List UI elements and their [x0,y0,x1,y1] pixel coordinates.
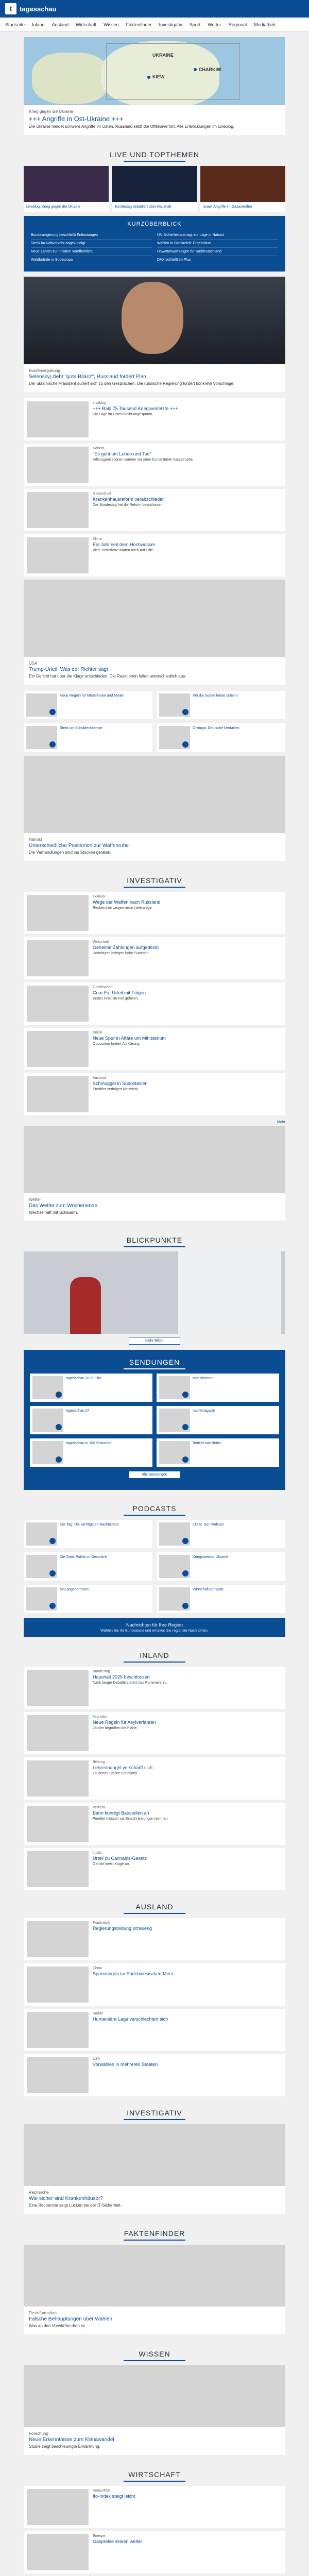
list-topline: Verkehr [93,1806,106,1810]
list-text: Nach langer Debatte stimmt das Parlament zu. [93,1681,168,1685]
play-icon[interactable] [182,741,188,748]
article-text: Der Bundestag hat die Reform beschlossen. [93,503,164,507]
list-thumbnail [27,986,89,1022]
nav-item[interactable]: Wirtschaft [76,22,97,27]
list-title[interactable]: Regierungsbildung schwierig [93,1926,152,1931]
region-banner[interactable] [24,1618,285,1637]
play-icon[interactable] [182,1424,188,1430]
list-topline: Politik [93,1030,102,1035]
nav-item[interactable]: Faktenfinder [126,22,152,27]
list-title[interactable]: Bahn kündigt Baustellen an [93,1810,149,1816]
list-item[interactable] [24,1848,285,1890]
article-thumbnail [27,401,89,437]
article-text: Hilfsorganisationen warnen vor einer humanitären Katastrophe. [93,458,194,462]
map-label: UKRAINE [152,53,174,58]
list-item[interactable] [24,1803,285,1845]
map-label: KIEW [152,74,165,79]
invest-more-link[interactable]: Mehr [277,1120,285,1124]
list-topline: Bildung [93,1760,105,1765]
lead-topline: Krieg gegen die Ukraine [29,109,73,114]
list-thumbnail [27,1921,89,1957]
kurzueberblick-box [24,216,285,272]
list-title[interactable]: Urteil zu Cannabis-Gesetz [93,1856,147,1861]
list-title[interactable]: Wege der Waffen nach Russland [93,899,161,905]
article-text: Viele Betroffene warten noch auf Hilfe. [93,549,154,553]
media-title[interactable]: Olympia: Deutsche Medaillen [193,726,240,730]
media-card[interactable] [157,1374,279,1402]
list-thumbnail [27,1031,89,1067]
media-card[interactable] [24,1552,152,1581]
live-card[interactable]: Liveblog: Krieg gegen die Ukraine [24,166,109,212]
kurz-item[interactable]: Streik im Nahverkehr angekündigt [31,240,152,248]
list-thumbnail [27,1670,89,1706]
list-topline: exklusiv [93,894,106,899]
list-text: Ermittler verfolgen Netzwerk. [93,1087,139,1091]
list-title[interactable]: Schmuggel in Südostasien [93,1080,148,1086]
play-icon[interactable] [182,1603,188,1609]
fakten-teaser[interactable]: Desinformation Falsche Behauptungen über Wahlen Was an den Vorwürfen dran ist. [24,2245,285,2334]
list-item[interactable] [24,1667,285,1709]
list-title[interactable]: Ifo-Index steigt leicht [93,2493,135,2499]
list-item[interactable] [24,1073,285,1115]
media-card[interactable] [24,691,152,719]
hero-topline: USA [29,661,38,666]
invest2-heading: INVESTIGATIV [24,2099,285,2124]
hero2-title[interactable]: Unterschiedliche Positionen zur Waffenruhe [29,842,129,849]
kurz-item[interactable]: Bundesregierung beschließt Entlastungen [31,231,152,240]
list-title[interactable]: Neue Regeln für Asylverfahren [93,1720,156,1725]
list-title[interactable]: Cum-Ex: Urteil mit Folgen [93,990,146,995]
wissen-heading: WISSEN [24,2341,285,2365]
podcast-heading: PODCASTS [24,1495,285,1520]
hero-text: Ein Gericht hat über die Klage entschieden. Die Reaktionen fallen unterschiedlich aus. [29,674,186,679]
kurz-item[interactable]: UN-Sicherheitsrat tagt zur Lage in Nahost [157,231,278,240]
article-topline: Liveblog [93,401,107,405]
play-icon[interactable] [182,1570,188,1577]
list-topline: Frankreich [93,1921,110,1925]
media-card[interactable] [157,1520,285,1548]
invest-heading: INVESTIGATIV [24,867,285,892]
wirtschaft-heading: WIRTSCHAFT [24,2461,285,2486]
feature-title[interactable]: Selenskyj zieht "gute Bilanz", Russland fordert Plan [29,374,146,380]
list-title[interactable]: Vorwahlen in mehreren Staaten [93,2062,158,2067]
list-title[interactable]: Lehrermangel verschärft sich [93,1765,153,1771]
media-thumbnail [159,1587,190,1611]
map-image [24,37,285,105]
media-card[interactable] [157,1552,285,1581]
list-title[interactable]: Gaspreise sinken weiter [93,2538,143,2544]
article-topline: Nahost [93,447,105,451]
article-topline: Klima [93,537,102,541]
list-thumbnail [27,895,89,931]
list-thumbnail [27,2012,89,2048]
play-icon[interactable] [56,1456,62,1463]
list-topline: Energie [93,2534,106,2538]
media-title[interactable]: tagesschau in 100 Sekunden [66,1442,113,1446]
article-topline: Gesundheit [93,492,111,496]
live-card[interactable]: Bundestag debattiert über Haushalt [112,166,197,212]
list-text: Recherchen zeigen neue Lieferwege. [93,906,152,910]
hero3-topline: Wetter [29,1197,41,1202]
article-row[interactable] [24,534,285,577]
hero3-title[interactable]: Das Wetter zum Wochenende [29,1202,98,1209]
list-thumbnail [27,1076,89,1112]
blick-image[interactable] [24,1251,285,1334]
list-thumbnail [27,2057,89,2093]
media-thumbnail [26,726,57,749]
list-item[interactable] [24,1028,285,1070]
media-card[interactable] [157,1406,279,1434]
media-card[interactable] [157,691,285,719]
media-title[interactable]: tagesschau 20:00 Uhr [66,1377,101,1381]
sendungen-more-button[interactable]: Alle Sendungen [129,1471,180,1479]
hero2-text: Die Verhandlungen sind ins Stocken geraten. [29,850,112,855]
fakten-heading: FAKTENFINDER [24,2220,285,2245]
kurz-item[interactable]: Wahlen in Frankreich: Ergebnisse [157,240,278,248]
media-thumbnail [159,1441,190,1464]
list-item[interactable] [24,937,285,979]
media-card[interactable] [24,1585,152,1613]
hero-title[interactable]: Trump-Urteil: Was der Richter sagt [29,667,108,673]
play-icon[interactable] [49,741,56,748]
list-topline: Justiz [93,1851,102,1855]
play-icon[interactable] [182,1456,188,1463]
article-text: Die Lage im Osten bleibt angespannt. [93,413,153,417]
nav-item[interactable]: Regional [228,22,247,27]
media-card[interactable] [24,1520,152,1548]
list-text: Tausende Stellen unbesetzt. [93,1772,138,1776]
media-title[interactable]: Wirtschaft kompakt [193,1588,224,1592]
nav-item[interactable]: Mediathek [254,22,276,27]
site-header [0,0,309,18]
nav-item[interactable]: Inland [32,22,45,27]
media-card[interactable] [30,1438,152,1467]
media-title[interactable]: Bericht aus Berlin [193,1442,221,1446]
kurz-item[interactable]: DAX schließt im Plus [157,256,278,264]
article-row[interactable] [24,444,285,486]
article-title[interactable]: Ein Jahr seit dem Hochwasser [93,542,156,548]
media-title[interactable]: Neue Regeln für Mieterinnen und Mieter [60,693,124,698]
media-card[interactable] [30,1374,152,1402]
list-thumbnail [27,1851,89,1887]
hero-teaser[interactable] [24,580,285,685]
nav-item[interactable]: Wissen [104,22,119,27]
play-icon[interactable] [56,1392,62,1398]
media-title[interactable]: tagesthemen [193,1377,214,1381]
media-thumbnail [159,1409,190,1432]
media-title[interactable]: 11KM: Der Podcast [193,1523,224,1527]
list-text: Pendler müssen mit Einschränkungen rechnen. [93,1817,169,1821]
media-title[interactable]: Kriegsbericht: Ukraine [193,1555,228,1560]
lead-title[interactable]: +++ Angriffe in Ost-Ukraine +++ [29,115,124,123]
invest2-teaser[interactable]: Recherche Wie sicher sind Krankenhäuser? Eine Recherche zeigt Lücken bei der IT-Sicherheit. [24,2124,285,2214]
list-item[interactable] [24,2009,285,2051]
list-topline: Migration [93,1715,108,1719]
kurz-heading: KURZÜBERBLICK [127,221,182,227]
kurz-item[interactable]: Unwetterwarnungen für Süddeutschland [157,248,278,256]
banner-title: Nachrichten für Ihre Region [126,1622,183,1628]
nav-item[interactable]: Ausland [52,22,69,27]
media-thumbnail [26,1555,57,1578]
media-card[interactable] [157,1585,285,1613]
hero3-text: Wechselhaft mit Schauern. [29,1210,78,1215]
blick-heading: BLICKPUNKTE [24,1227,285,1251]
list-text: Länder begrüßen die Pläne. [93,1726,138,1731]
play-icon[interactable] [49,709,56,715]
list-title[interactable]: Humanitäre Lage verschlechtert sich [93,2016,168,2022]
lead-teaser[interactable] [24,37,285,135]
list-thumbnail [27,1760,89,1797]
list-item[interactable] [24,2531,285,2573]
hero2-teaser[interactable] [24,756,285,861]
play-icon[interactable] [182,1538,188,1544]
media-thumbnail [26,693,57,717]
hero3-teaser[interactable] [24,1126,285,1221]
list-topline: USA [93,2057,100,2061]
article-thumbnail [27,537,89,573]
list-topline: Bundestag [93,1670,110,1674]
wissen-teaser[interactable]: Forschung Neue Erkenntnisse zum Klimawandel Studie zeigt beschleunigte Erwärmung. [24,2365,285,2455]
kurz-item[interactable]: Waldbrände in Südeuropa [31,256,152,264]
media-card[interactable] [24,723,152,752]
list-item[interactable] [24,1712,285,1754]
list-item[interactable] [24,1963,285,2006]
media-card[interactable] [157,723,285,752]
list-thumbnail [27,1967,89,2003]
media-thumbnail [159,1522,190,1546]
list-title[interactable]: Geheime Zahlungen aufgedeckt [93,944,159,950]
media-thumbnail [159,693,190,717]
play-icon[interactable] [49,1538,56,1544]
media-title[interactable]: Die Zwei: Politik im Gespräch [60,1555,107,1560]
media-thumbnail [159,1555,190,1578]
media-title[interactable]: Der Tag: Die wichtigsten Nachrichten [60,1523,119,1527]
list-thumbnail [27,1715,89,1751]
list-text: Unterlagen belegen hohe Summen. [93,951,150,955]
list-topline: Gesellschaft [93,985,113,989]
list-item[interactable] [24,892,285,934]
kurz-item[interactable]: Neue Zahlen zur Inflation veröffentlicht [31,248,152,256]
media-title[interactable]: Streit um Schuldenbremse [60,726,102,730]
feature-topline: Bundesregierung [29,368,60,374]
article-row[interactable] [24,489,285,531]
live-section-heading: LIVE UND TOPTHEMEN [24,141,285,166]
live-card[interactable]: Israel: Angriffe im Gazastreifen [200,166,285,212]
media-title[interactable]: tagesschau 24 [66,1409,90,1413]
media-card[interactable] [30,1406,152,1434]
list-thumbnail [27,940,89,976]
play-icon[interactable] [49,1603,56,1609]
article-title[interactable]: Krankenhausreform verabschiedet [93,497,164,502]
article-thumbnail [27,492,89,528]
hero2-topline: Nahost [29,837,42,842]
play-icon[interactable] [56,1424,62,1430]
blick-more-button[interactable]: mehr Bilder [129,1337,180,1345]
play-icon[interactable] [182,709,188,715]
media-thumbnail [26,1587,57,1611]
ausland-heading: AUSLAND [24,1893,285,1918]
sendungen-section [24,1350,285,1490]
map-label: CHARKIW [199,67,221,72]
list-topline: China [93,1967,102,1971]
media-card[interactable] [157,1438,279,1467]
nav-item[interactable]: Startseite [5,22,25,27]
list-text: Gericht weist Klage ab. [93,1862,130,1867]
list-thumbnail [27,2534,89,2570]
article-row[interactable] [24,398,285,440]
article-title[interactable]: +++ Bald 75 Tausend Kriegsverletzte +++ [93,406,178,412]
list-text: Erstes Urteil im Fall gefallen. [93,996,139,1001]
media-thumbnail [159,1376,190,1399]
article-thumbnail [27,447,89,483]
play-icon[interactable] [49,1570,56,1577]
media-thumbnail [32,1376,63,1399]
site-title[interactable]: tagesschau [20,5,57,13]
list-title[interactable]: Haushalt 2025 beschlossen [93,1674,150,1680]
inland-heading: INLAND [24,1642,285,1667]
feature-text: Der ukrainische Präsident äußert sich zu den Gesprächen. Die russische Regierung fordert konkrete Vorschläge. [29,381,235,386]
list-item[interactable] [24,1757,285,1800]
media-title[interactable]: Wo die Sonne heute scheint [193,693,238,698]
lead-text: Die Ukraine meldet schwere Angriffe im Osten. Russland setzt die Offensive fort. Alle Entwicklungen im Liveblog. [29,124,235,129]
list-item[interactable] [24,1918,285,1960]
list-item[interactable] [24,2054,285,2096]
main-nav [0,18,309,32]
media-thumbnail [32,1409,63,1432]
banner-text: Wählen Sie Ihr Bundesland und erhalten Sie regionale Nachrichten. [100,1629,209,1633]
list-thumbnail [27,1806,89,1842]
list-title[interactable]: Neue Spur in Affäre um Ministerium [93,1035,166,1041]
list-text: Opposition fordert Aufklärung. [93,1042,141,1046]
list-topline: Konjunktur [93,2488,110,2493]
list-item[interactable] [24,982,285,1025]
media-thumbnail [26,1522,57,1546]
media-title[interactable]: nachtmagazin [193,1409,215,1413]
list-topline: Ausland [93,1076,106,1080]
media-thumbnail [32,1441,63,1464]
play-icon[interactable] [182,1392,188,1398]
list-topline: Sudan [93,2012,104,2016]
feature-image [24,277,285,364]
list-title[interactable]: Spannungen im Südchinesischen Meer [93,1971,174,1977]
nav-item[interactable]: Wetter [208,22,221,27]
list-topline: Wirtschaft [93,940,109,944]
article-title[interactable]: "Es geht um Leben und Tod" [93,451,151,457]
live-grid [24,166,285,212]
nav-item[interactable]: Sport [189,22,201,27]
list-thumbnail [27,2489,89,2525]
logo-icon[interactable]: t [5,3,16,14]
list-item[interactable] [24,2486,285,2528]
media-title[interactable]: Mal angenommen [60,1588,89,1592]
nav-item[interactable]: Investigativ [159,22,182,27]
sendungen-heading: SENDUNGEN [129,1358,180,1367]
media-thumbnail [159,726,190,749]
feature-teaser[interactable] [24,277,285,392]
